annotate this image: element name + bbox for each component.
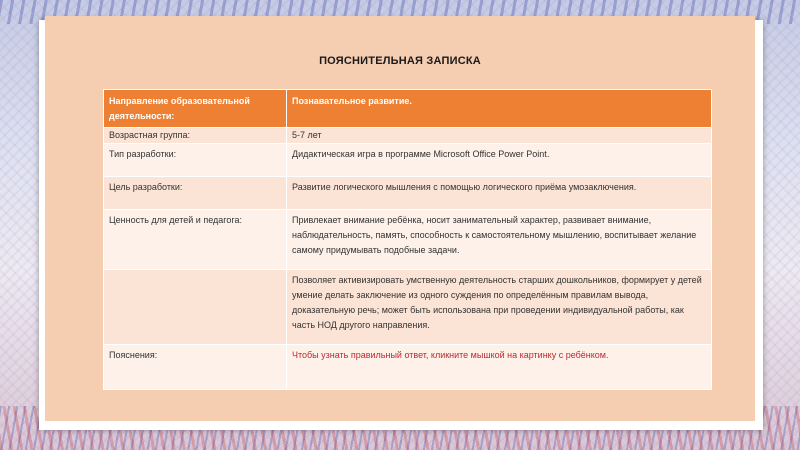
table-row <box>104 210 712 270</box>
row-value-age-group: 5-7 лет <box>287 128 712 144</box>
table-row <box>104 345 712 390</box>
row-label-age-group: Возрастная группа: <box>104 128 287 144</box>
row-value-notes: Чтобы узнать правильный ответ, кликните мышкой на картинку с ребёнком. <box>287 345 712 390</box>
row-label-empty <box>104 270 287 345</box>
row-value-development-type: Дидактическая игра в программе Microsoft Office Power Point. <box>287 144 712 177</box>
table-row <box>104 144 712 177</box>
header-label-cell: Направление образовательной деятельности: <box>104 90 287 128</box>
slide <box>45 16 755 421</box>
slide-title: ПОЯСНИТЕЛЬНАЯ ЗАПИСКА <box>319 55 481 67</box>
table-row <box>104 270 712 345</box>
row-value-value: Привлекает внимание ребёнка, носит занимательный характер, развивает внимание, наблюдательность, память, способность к самостоятельному мышлению, воспитывает желание самому придумывать подобные задачи. <box>287 210 712 270</box>
row-label-goal: Цель разработки: <box>104 177 287 210</box>
header-value-cell: Познавательное развитие. <box>287 90 712 128</box>
table-row <box>104 177 712 210</box>
row-value-activation: Позволяет активизировать умственную деятельность старших дошкольников, формирует у детей умение делать заключение из одного суждения по определённым правилам вывода, доказательную речь; может быть использована при проведении индивидуальной работы, как часть НОД другого направления. <box>287 270 712 345</box>
row-value-goal: Развитие логического мышления с помощью логического приёма умозаключения. <box>287 177 712 210</box>
table-row <box>104 128 712 144</box>
row-label-development-type: Тип разработки: <box>104 144 287 177</box>
info-table <box>103 89 712 390</box>
row-label-value: Ценность для детей и педагога: <box>104 210 287 270</box>
table-header-row <box>104 90 712 128</box>
row-label-notes: Пояснения: <box>104 345 287 390</box>
